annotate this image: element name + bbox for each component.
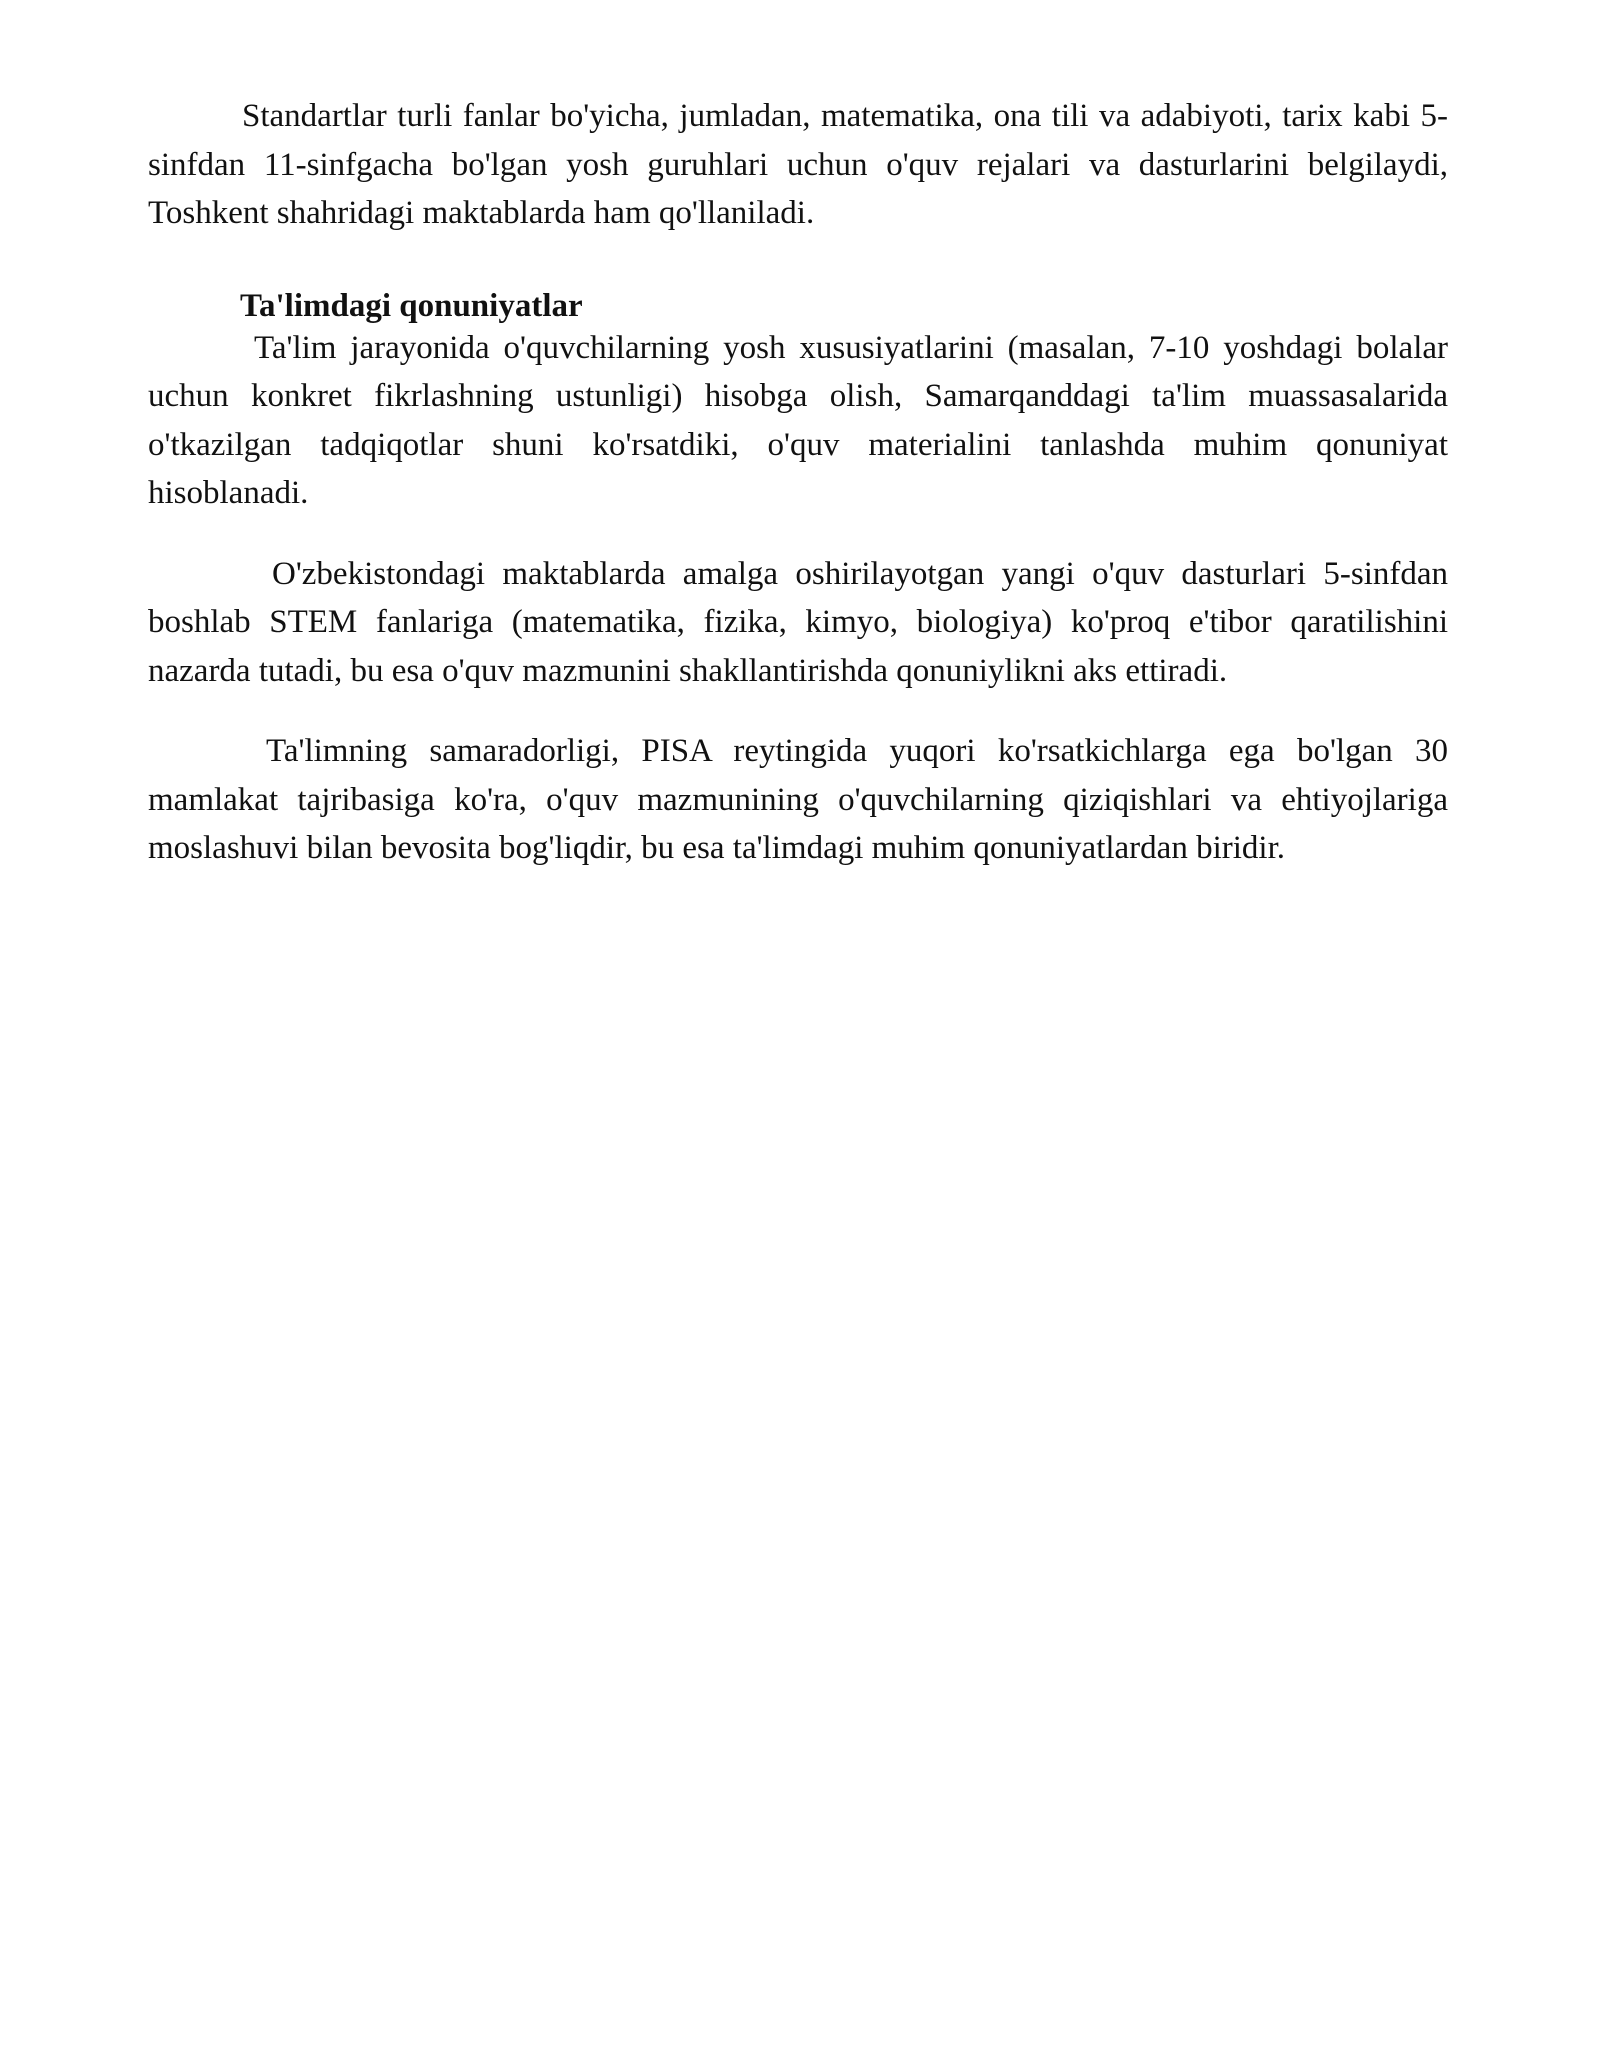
- paragraph-stem: O'zbekistondagi maktablarda amalga oshirilayotgan yangi o'quv dasturlari 5-sinfdan boshlab STEM fanlariga (matematika, fizika, kimyo, biologiya) ko'proq e'tibor qaratilishini nazarda tutadi, bu esa o'quv mazmunini shakllantirishda qonuniylikni aks ettiradi.: [148, 555, 1448, 689]
- paragraph-age-features: Ta'lim jarayonida o'quvchilarning yosh xususiyatlarini (masalan, 7-10 yoshdagi bolalar uchun konkret fikrlashning ustunligi) hisobga olish, Samarqanddagi ta'lim muassasalarida o'tkazilgan tadqiqotlar shuni ko'rsatdiki, o'quv materialini tanlashda muhim qonuniyat hisoblanadi.: [148, 329, 1448, 511]
- paragraph-standards: Standartlar turli fanlar bo'yicha, jumladan, matematika, ona tili va adabiyoti, tarix kabi 5-sinfdan 11-sinfgacha bo'lgan yosh guruhlari uchun o'quv rejalari va dasturlarini belgilaydi, Toshkent shahridagi maktablarda ham qo'llaniladi.: [148, 98, 1448, 231]
- section-heading: Ta'limdagi qonuniyatlar: [240, 287, 583, 324]
- paragraph-pisa: Ta'limning samaradorligi, PISA reytingida yuqori ko'rsatkichlarga ega bo'lgan 30 mamlakat tajribasiga ko'ra, o'quv mazmunining o'quvchilarning qiziqishlari va ehtiyojlariga moslashuvi bilan bevosita bog'liqdir, bu esa ta'limdagi muhim qonuniyatlardan biridir.: [148, 733, 1448, 866]
- document-body: [148, 92, 1448, 873]
